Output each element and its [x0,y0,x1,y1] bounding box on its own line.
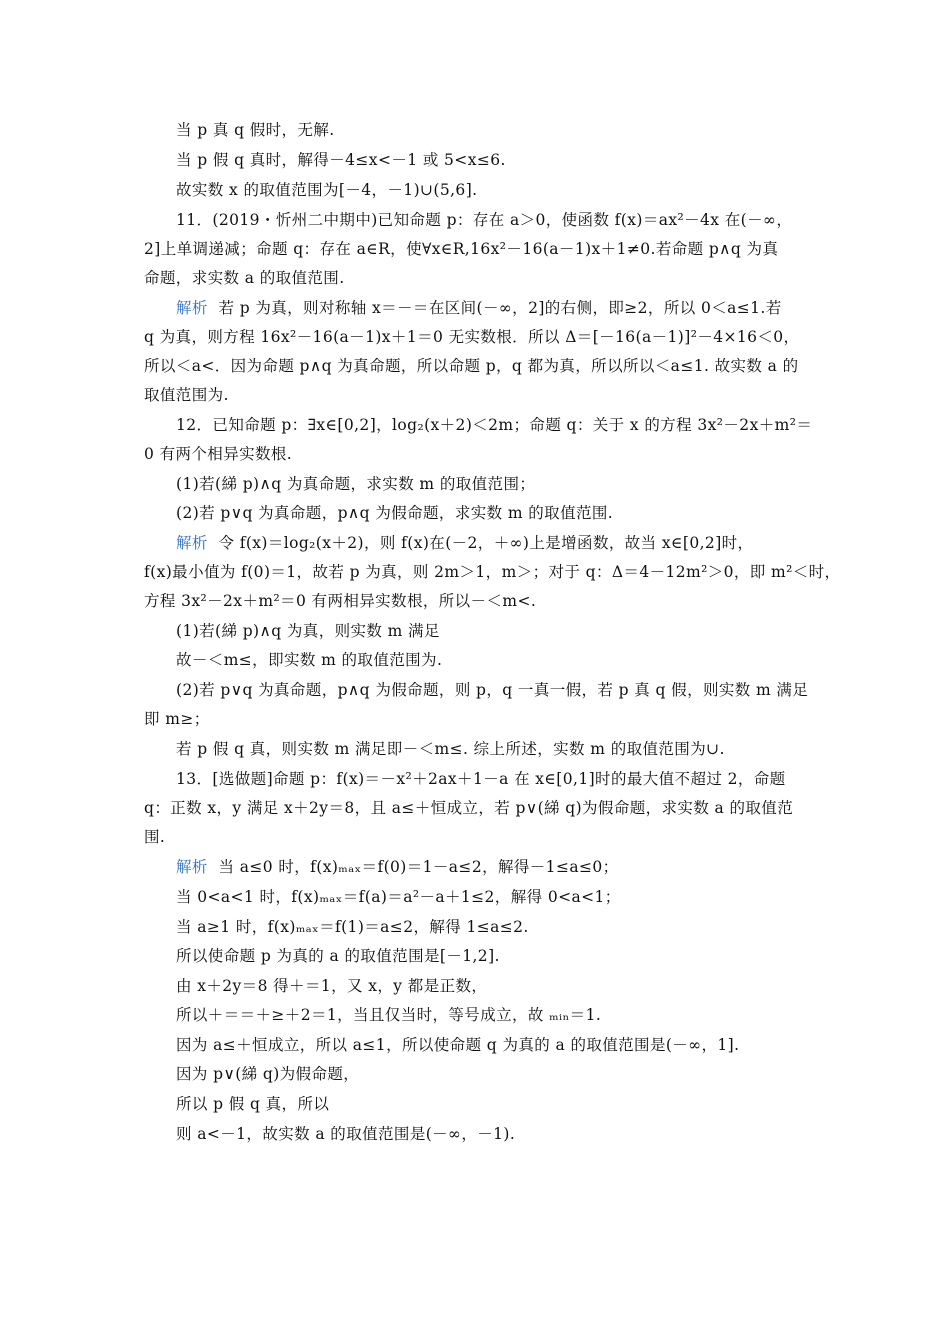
text-line: (2)若 p∨q 为真命题，p∧q 为假命题，则 p，q 一真一假，若 p 真 q 假，则实数 m 满足 [176,681,809,699]
text-line: 命题，求实数 a 的取值范围. [144,269,345,287]
solution-label: 解析 [176,858,208,876]
text-line: 2]上单调递减；命题 q：存在 a∈R，使∀x∈R,16x²－16(a－1)x＋1≠0.若命题 p∧q 为真 [144,240,779,258]
text-line: 由 x＋2y＝8 得＋＝1，又 x，y 都是正数， [176,977,488,995]
text-line: q 为真，则方程 16x²－16(a－1)x＋1＝0 无实数根．所以 Δ＝[－16(a－1)]²－4×16＜0， [144,328,800,346]
solution-line [176,533,753,553]
text-line: 所以 p 假 q 真，所以 [176,1095,330,1113]
text-line: 令 f(x)＝log₂(x＋2)，则 f(x)在(－2，＋∞)上是增函数，故当 x∈[0,2]时， [218,534,754,552]
text-line: 当 p 假 q 真时，解得－4≤x<－1 或 5<x≤6. [176,151,506,169]
text-line: 所以＋＝＝＋≥＋2＝1，当且仅当时，等号成立，故 ₘᵢₙ＝1. [176,1006,602,1024]
text-line: 当 p 真 q 假时，无解. [176,121,335,139]
text-line: 则 a<－1，故实数 a 的取值范围是(－∞，－1). [176,1125,516,1143]
text-line: 若 p 为真，则对称轴 x＝－＝在区间(－∞，2]的右侧，即≥2，所以 0＜a≤1.若 [218,299,782,317]
text-line: 0 有两个相异实数根. [144,445,293,463]
text-line: 因为 a≤＋恒成立，所以 a≤1，所以使命题 q 为真的 a 的取值范围是(－∞，1]. [176,1036,740,1054]
text-line: (1)若(綈 p)∧q 为真，则实数 m 满足 [176,622,440,640]
text-line: 当 0<a<1 时，f(x)ₘₐₓ＝f(a)＝a²－a＋1≤2，解得 0<a<1； [176,888,621,906]
solution-label: 解析 [176,534,208,552]
text-line: (1)若(綈 p)∧q 为真命题，求实数 m 的取值范围； [176,475,536,493]
text-line: 故－＜m≤，即实数 m 的取值范围为. [176,651,443,669]
solution-line [176,857,619,877]
text-line: 故实数 x 的取值范围为[－4，－1)∪(5,6]. [176,181,478,199]
text-line: 围. [144,828,166,846]
problem-11-heading: 11．(2019・忻州二中期中)已知命题 p：存在 a＞0，使函数 f(x)＝ax²－4x 在(－∞， [176,211,793,229]
text-line: 当 a≤0 时，f(x)ₘₐₓ＝f(0)＝1－a≤2，解得－1≤a≤0； [218,858,619,876]
text-line: f(x)最小值为 f(0)＝1，故若 p 为真，则 2m＞1，m＞；对于 q：Δ＝4－12m²＞0，即 m²＜时， [144,563,841,581]
text-line: 当 a≥1 时，f(x)ₘₐₓ＝f(1)＝a≤2，解得 1≤a≤2. [176,918,529,936]
text-line: 所以＜a<．因为命题 p∧q 为真命题，所以命题 p，q 都为真，所以所以＜a≤1. 故实数 a 的 [144,357,799,375]
text-line: 即 m≥； [144,710,210,728]
solution-label: 解析 [176,299,208,317]
solution-line [176,298,782,318]
text-line: q：正数 x，y 满足 x＋2y＝8，且 a≤＋恒成立，若 p∨(綈 q)为假命题，求实数 a 的取值范 [144,799,794,817]
text-line: 取值范围为. [144,386,229,404]
text-line: (2)若 p∨q 为真命题，p∧q 为假命题，求实数 m 的取值范围. [176,504,614,522]
text-line: 因为 p∨(綈 q)为假命题， [176,1065,360,1083]
text-line: 若 p 假 q 真，则实数 m 满足即－＜m≤. 综上所述，实数 m 的取值范围为∪. [176,740,725,758]
text-line: 方程 3x²－2x＋m²＝0 有两相异实数根，所以－＜m<. [144,592,537,610]
problem-13-heading: 13．[选做题]命题 p：f(x)＝－x²＋2ax＋1－a 在 x∈[0,1]时的最大值不超过 2，命题 [176,770,786,788]
text-line: 所以使命题 p 为真的 a 的取值范围是[－1,2]. [176,947,500,965]
problem-12-heading: 12．已知命题 p：∃x∈[0,2]，log₂(x＋2)＜2m；命题 q：关于 x 的方程 3x²－2x＋m²＝ [176,416,813,434]
